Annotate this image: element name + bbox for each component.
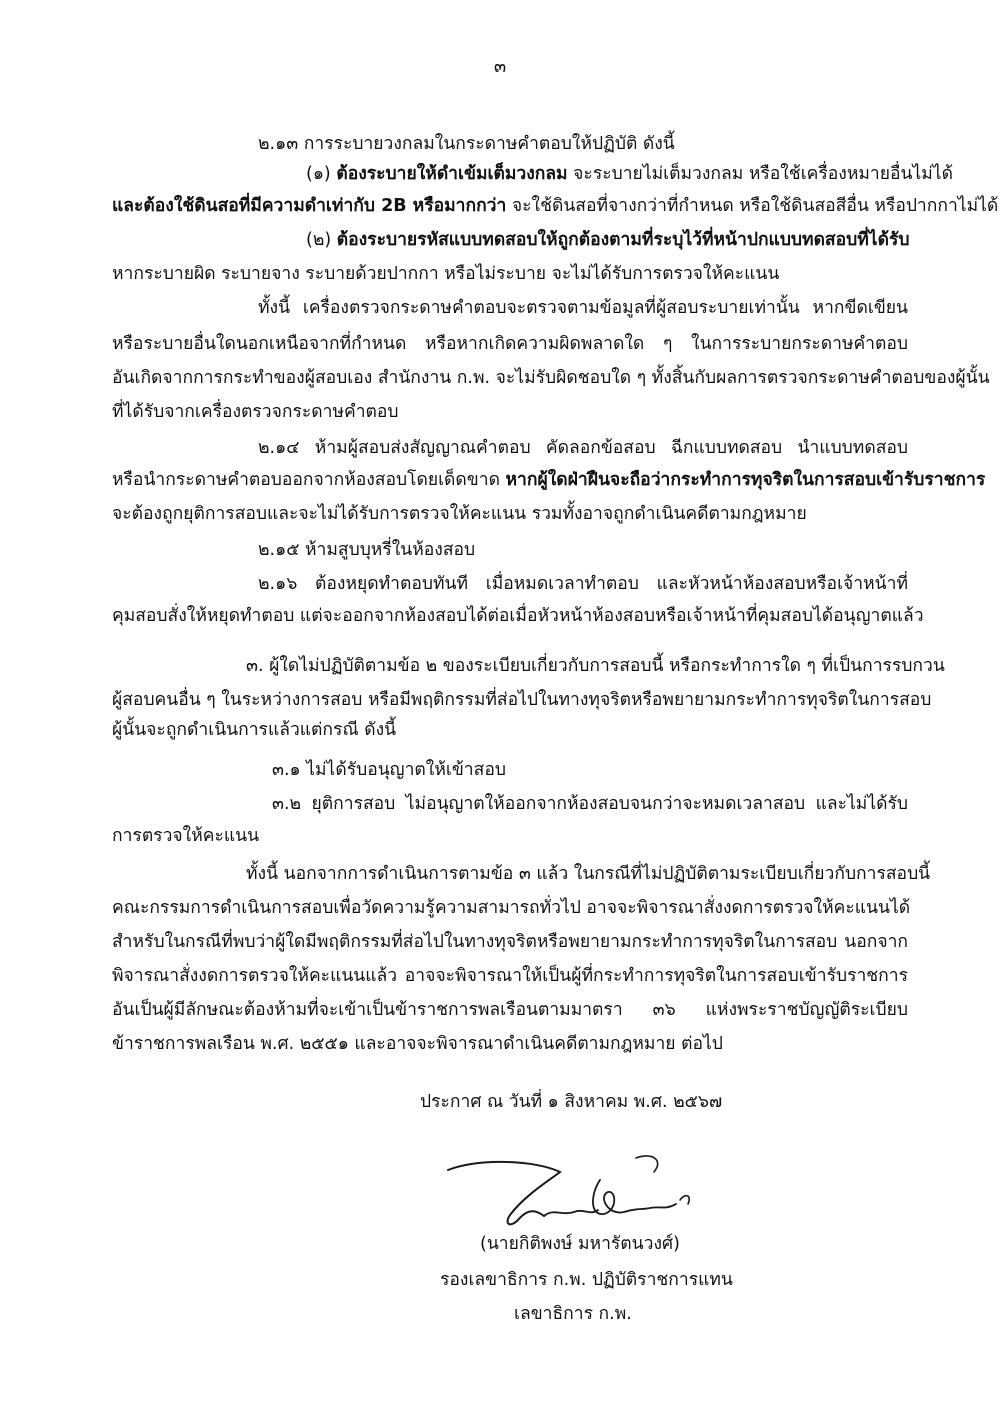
paragraph-note-line-1: ทั้งนี้ เครื่องตรวจกระดาษคำตอบจะตรวจตามข้อมูลที่ผู้สอบระบายเท่านั้น หากขีดเขียน bbox=[258, 298, 908, 318]
clause-3-line-1: ๓. ผู้ใดไม่ปฏิบัติตามข้อ ๒ ของระเบียบเกี่ยวกับการสอบนี้ หรือกระทำการใด ๆ ที่เป็นการรบกวน bbox=[246, 656, 945, 676]
clause-2-13-item-2-line-2: หากระบายผิด ระบายจาง ระบายด้วยปากกา หรือไม่ระบาย จะไม่ได้รับการตรวจให้คะแนน bbox=[112, 264, 780, 284]
clause-2-15: ๒.๑๕ ห้ามสูบบุหรี่ในห้องสอบ bbox=[258, 540, 476, 560]
final-paragraph-line-3: สำหรับในกรณีที่พบว่าผู้ใดมีพฤติกรรมที่ส่อไปในทางทุจริตหรือพยายามกระทำการทุจริตในการสอบ นอกจาก bbox=[112, 932, 908, 952]
final-paragraph-line-1: ทั้งนี้ นอกจากการดำเนินการตามข้อ ๓ แล้ว ในกรณีที่ไม่ปฏิบัติตามระเบียบเกี่ยวกับการสอบนี้ bbox=[246, 864, 931, 884]
clause-3-2-line-1: ๓.๒ ยุติการสอบ ไม่อนุญาตให้ออกจากห้องสอบจนกว่าจะหมดเวลาสอบ และไม่ได้รับ bbox=[272, 794, 908, 814]
final-paragraph-line-5: อันเป็นผู้มีลักษณะต้องห้ามที่จะเข้าเป็นข้าราชการพลเรือนตามมาตรา ๓๖ แห่งพระราชบัญญัติระเบียบ bbox=[112, 1000, 908, 1020]
item-number: (๒) bbox=[306, 230, 337, 250]
signer-name: (นายกิติพงษ์ มหารัตนวงศ์) bbox=[480, 1234, 680, 1254]
handwritten-signature bbox=[440, 1150, 700, 1240]
clause-2-13-item-1-line-2 bbox=[112, 196, 999, 216]
page-number: ๓ bbox=[493, 56, 507, 77]
clause-3-1: ๓.๑ ไม่ได้รับอนุญาตให้เข้าสอบ bbox=[272, 760, 506, 780]
clause-2-14-line-1: ๒.๑๔ ห้ามผู้สอบส่งสัญญาณคำตอบ คัดลอกข้อสอบ ฉีกแบบทดสอบ นำแบบทดสอบ bbox=[258, 438, 908, 458]
clause-3-2-line-2: การตรวจให้คะแนน bbox=[112, 826, 260, 846]
paragraph-note-line-2: หรือระบายอื่นใดนอกเหนือจากที่กำหนด หรือหากเกิดความผิดพลาดใด ๆ ในการระบายกระดาษคำตอบ bbox=[112, 334, 908, 354]
item-number: (๑) bbox=[306, 164, 337, 184]
text: หรือนำกระดาษคำตอบออกจากห้องสอบโดยเด็ดขาด bbox=[112, 470, 506, 490]
text: จะใช้ดินสอที่จางกว่าที่กำหนด หรือใช้ดินสอสีอื่น หรือปากกาไม่ได้ bbox=[506, 196, 999, 216]
final-paragraph-line-6: ข้าราชการพลเรือน พ.ศ. ๒๕๕๑ และอาจจะพิจารณาดำเนินคดีตามกฎหมาย ต่อไป bbox=[112, 1034, 723, 1054]
final-paragraph-line-2: คณะกรรมการดำเนินการสอบเพื่อวัดความรู้ความสามารถทั่วไป อาจจะพิจารณาสั่งงดการตรวจให้คะแนนได้ bbox=[112, 898, 911, 918]
bold-text: ต้องระบายให้ดำเข้มเต็มวงกลม bbox=[336, 164, 568, 184]
clause-2-14-line-2 bbox=[112, 470, 986, 490]
clause-3-line-2: ผู้สอบคนอื่น ๆ ในระหว่างการสอบ หรือมีพฤติกรรมที่ส่อไปในทางทุจริตหรือพยายามกระทำการทุจริตในการสอบ bbox=[112, 690, 932, 710]
clause-2-14-line-3: จะต้องถูกยุติการสอบและจะไม่ได้รับการตรวจให้คะแนน รวมทั้งอาจถูกดำเนินคดีตามกฎหมาย bbox=[112, 504, 807, 524]
announcement-date: ประกาศ ณ วันที่ ๑ สิงหาคม พ.ศ. ๒๕๖๗ bbox=[420, 1092, 723, 1112]
clause-3-line-3: ผู้นั้นจะถูกดำเนินการแล้วแต่กรณี ดังนี้ bbox=[112, 720, 397, 740]
clause-2-16-line-2: คุมสอบสั่งให้หยุดทำตอบ แต่จะออกจากห้องสอบได้ต่อเมื่อหัวหน้าห้องสอบหรือเจ้าหน้าที่คุมสอบได้อนุญาตแล้ว bbox=[112, 606, 924, 626]
bold-text: หากผู้ใดฝ่าฝืนจะถือว่ากระทำการทุจริตในการสอบเข้ารับราชการ bbox=[505, 470, 986, 490]
final-paragraph-line-4: พิจารณาสั่งงดการตรวจให้คะแนนแล้ว อาจจะพิจารณาให้เป็นผู้ที่กระทำการทุจริตในการสอบเข้ารับราชการ bbox=[112, 966, 908, 986]
bold-text: ต้องระบายรหัสแบบทดสอบให้ถูกต้องตามที่ระบุไว้ที่หน้าปกแบบทดสอบที่ได้รับ bbox=[336, 230, 910, 250]
text: จะระบายไม่เต็มวงกลม หรือใช้เครื่องหมายอื่นไม่ได้ bbox=[567, 164, 953, 184]
signer-title: เลขาธิการ ก.พ. bbox=[514, 1304, 632, 1324]
signer-position: รองเลขาธิการ ก.พ. ปฏิบัติราชการแทน bbox=[440, 1270, 733, 1290]
clause-2-13-item-1-line-1 bbox=[306, 164, 953, 184]
paragraph-note-line-4: ที่ได้รับจากเครื่องตรวจกระดาษคำตอบ bbox=[112, 402, 399, 422]
clause-2-13-item-2-line-1 bbox=[306, 232, 908, 250]
clause-2-16-line-1: ๒.๑๖ ต้องหยุดทำตอบทันที เมื่อหมดเวลาทำตอบ และหัวหน้าห้องสอบหรือเจ้าหน้าที่ bbox=[258, 574, 908, 594]
clause-2-13-heading: ๒.๑๓ การระบายวงกลมในกระดาษคำตอบให้ปฏิบัติ ดังนี้ bbox=[258, 134, 675, 154]
paragraph-note-line-3: อันเกิดจากการกระทำของผู้สอบเอง สำนักงาน ก.พ. จะไม่รับผิดชอบใด ๆ ทั้งสิ้นกับผลการตรวจกระดาษคำตอบของผู้นั้น bbox=[112, 368, 990, 388]
bold-text: และต้องใช้ดินสอที่มีความดำเท่ากับ 2B หรือมากกว่า bbox=[112, 196, 507, 216]
